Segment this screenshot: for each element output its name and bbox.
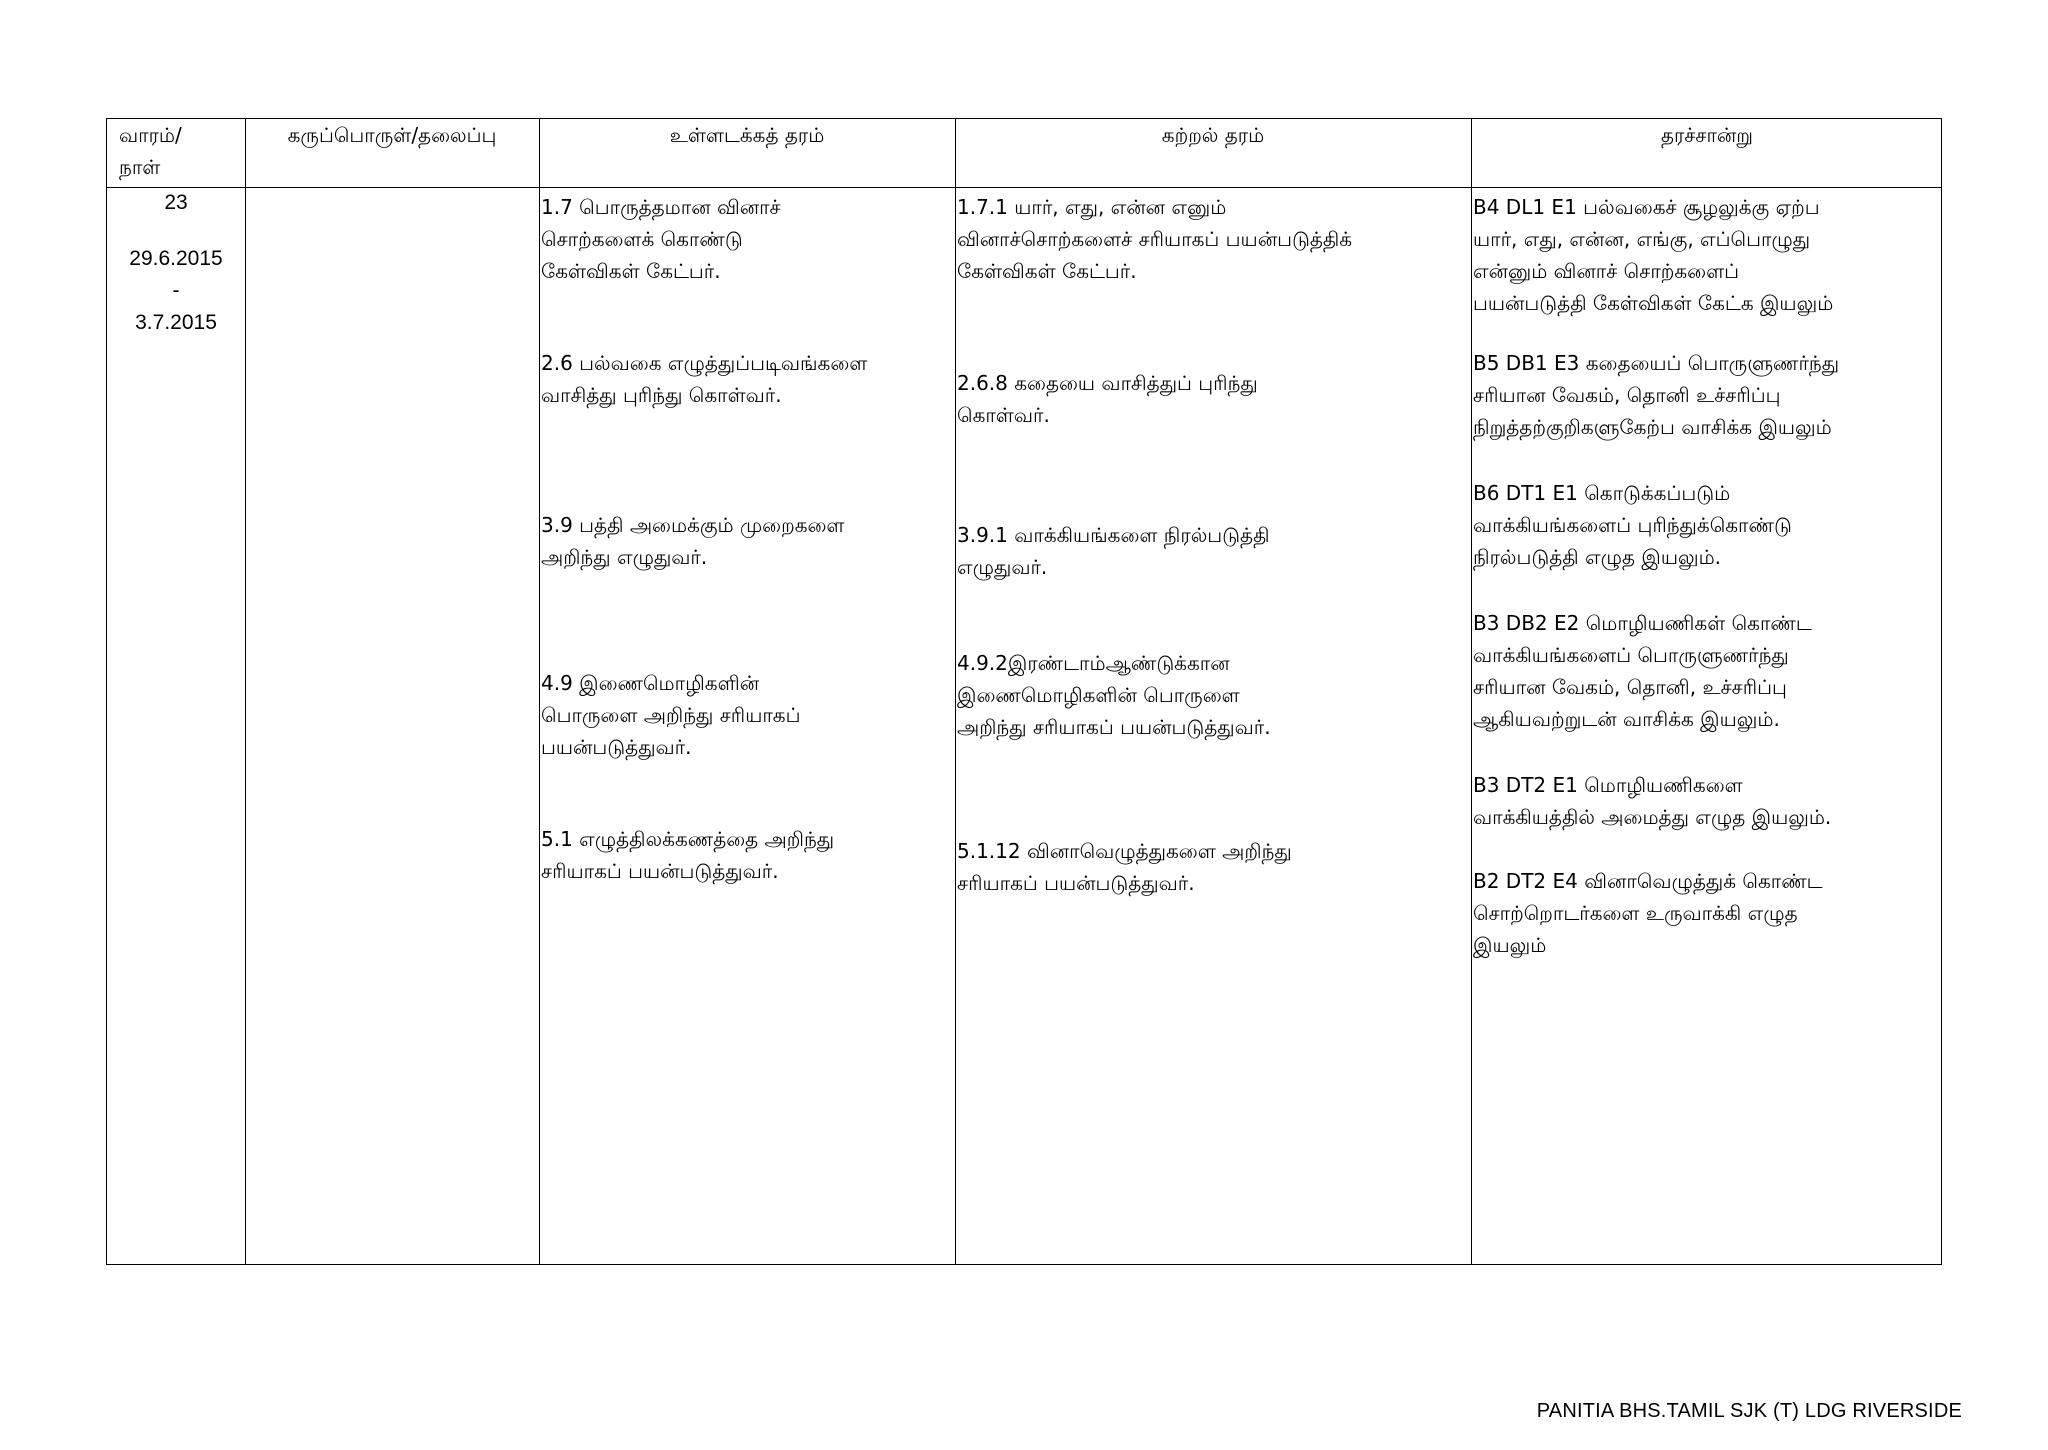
learning-standard-item: 1.7.1 யார், எது, என்ன எனும் வினாச்சொற்களைச் சரியாகப் பயன்படுத்திக் கேள்விகள் கேட்பர். bbox=[957, 195, 1353, 283]
date-start: 29.6.2015 bbox=[129, 247, 223, 270]
header-learning-standard: கற்றல் தரம் bbox=[1161, 123, 1265, 147]
header-performance-standard: தரச்சான்று bbox=[1660, 123, 1754, 147]
column-divider bbox=[955, 119, 956, 1264]
lesson-plan-table bbox=[106, 118, 1942, 1265]
learning-standard-item: 4.9.2இரண்டாம்ஆண்டுக்கான இணைமொழிகளின் பொருளை அறிந்து சரியாகப் பயன்படுத்துவர். bbox=[957, 651, 1271, 739]
content-standard-item: 2.6 பல்வகை எழுத்துப்படிவங்களை வாசித்து புரிந்து கொள்வர். bbox=[541, 351, 868, 407]
column-divider bbox=[245, 119, 246, 1264]
header-divider bbox=[107, 187, 1941, 188]
performance-standard-item: B4 DL1 E1 பல்வகைச் சூழலுக்கு ஏற்ப யார், எது, என்ன, எங்கு, எப்பொழுது என்னும் வினாச் சொற்களைப் பயன்படுத்தி கேள்விகள் கேட்க இயலும் bbox=[1473, 195, 1834, 315]
date-separator: - bbox=[172, 279, 180, 302]
learning-standard-item: 3.9.1 வாக்கியங்களை நிரல்படுத்தி எழுதுவர். bbox=[957, 523, 1270, 579]
column-divider bbox=[1471, 119, 1472, 1264]
date-end: 3.7.2015 bbox=[135, 311, 217, 334]
performance-standard-item: B3 DT2 E1 மொழியணிகளை வாக்கியத்தில் அமைத்து எழுத இயலும். bbox=[1473, 773, 1832, 829]
header-week: வாரம்/ நாள் bbox=[119, 123, 182, 179]
content-standard-item: 5.1 எழுத்திலக்கணத்தை அறிந்து சரியாகப் பயன்படுத்துவர். bbox=[541, 827, 835, 883]
performance-standard-item: B5 DB1 E3 கதையைப் பொருளுணர்ந்து சரியான வேகம், தொனி உச்சரிப்பு நிறுத்தற்குறிகளுகேற்ப வாசிக்க இயலும் bbox=[1473, 351, 1840, 439]
performance-standard-item: B6 DT1 E1 கொடுக்கப்படும் வாக்கியங்களைப் புரிந்துக்கொண்டு நிரல்படுத்தி எழுத இயலும். bbox=[1473, 481, 1792, 569]
header-theme: கருப்பொருள்/தலைப்பு bbox=[287, 123, 497, 147]
performance-standard-item: B2 DT2 E4 வினாவெழுத்துக் கொண்ட சொற்றொடர்களை உருவாக்கி எழுத இயலும் bbox=[1473, 869, 1823, 957]
header-content-standard: உள்ளடக்கத் தரம் bbox=[669, 123, 825, 147]
content-standard-item: 1.7 பொருத்தமான வினாச் சொற்களைக் கொண்டு கேள்விகள் கேட்பர். bbox=[541, 195, 781, 283]
week-number: 23 bbox=[164, 191, 188, 214]
content-standard-item: 4.9 இணைமொழிகளின் பொருளை அறிந்து சரியாகப் பயன்படுத்துவர். bbox=[541, 671, 801, 759]
column-divider bbox=[539, 119, 540, 1264]
learning-standard-item: 5.1.12 வினாவெழுத்துகளை அறிந்து சரியாகப் பயன்படுத்துவர். bbox=[957, 839, 1292, 895]
performance-standard-item: B3 DB2 E2 மொழியணிகள் கொண்ட வாக்கியங்களைப் பொருளுணர்ந்து சரியான வேகம், தொனி, உச்சரிப்பு ஆகியவற்றுடன் வாசிக்க இயலும். bbox=[1473, 611, 1812, 731]
content-standard-item: 3.9 பத்தி அமைக்கும் முறைகளை அறிந்து எழுதுவர். bbox=[541, 513, 845, 569]
learning-standard-item: 2.6.8 கதையை வாசித்துப் புரிந்து கொள்வர். bbox=[957, 371, 1258, 427]
footer-text: PANITIA BHS.TAMIL SJK (T) LDG RIVERSIDE bbox=[1536, 1400, 1962, 1422]
